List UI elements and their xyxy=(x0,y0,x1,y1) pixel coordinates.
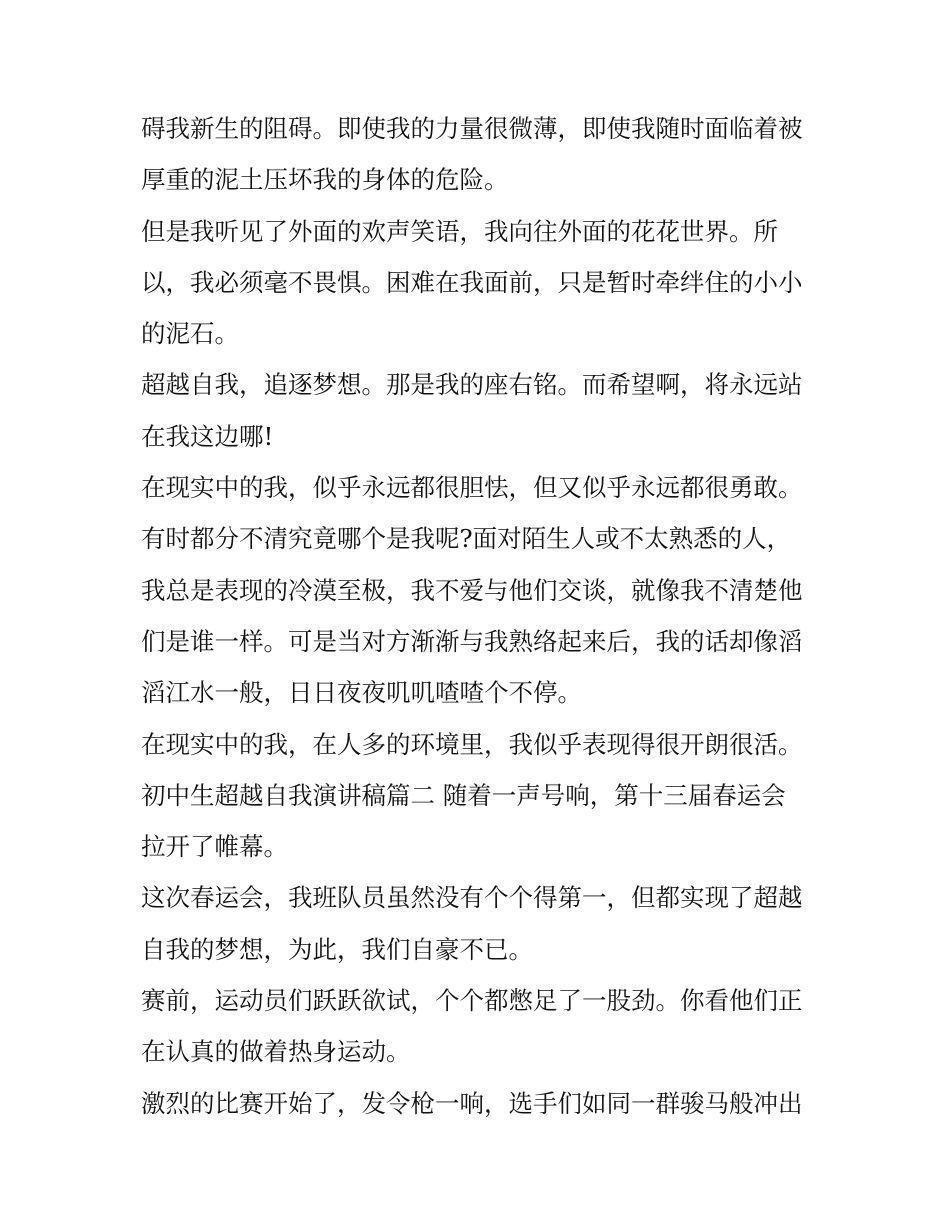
text-line: 在认真的做着热身运动。 xyxy=(141,1037,411,1067)
text-line: 赛前，运动员们跃跃欲试，个个都憋足了一股劲。你看他们正 xyxy=(141,986,803,1016)
text-line: 有时都分不清究竟哪个是我呢?面对陌生人或不太熟悉的人， xyxy=(141,524,792,554)
text-line: 自我的梦想，为此，我们自豪不已。 xyxy=(141,934,533,964)
text-line: 在我这边哪! xyxy=(141,421,274,451)
text-line: 滔江水一般，日日夜夜叽叽喳喳个不停。 xyxy=(141,678,582,708)
text-line: 以，我必须毫不畏惧。困难在我面前，只是暂时牵绊住的小小 xyxy=(141,267,803,297)
text-line: 碍我新生的阻碍。即使我的力量很微薄，即使我随时面临着被 xyxy=(141,114,803,143)
text-line: 的泥石。 xyxy=(141,319,239,349)
text-line: 们是谁一样。可是当对方渐渐与我熟络起来后，我的话却像滔 xyxy=(141,626,803,656)
text-line: 厚重的泥土压坏我的身体的危险。 xyxy=(141,165,509,195)
text-line: 拉开了帷幕。 xyxy=(141,832,288,862)
text-line: 我总是表现的冷漠至极，我不爱与他们交谈，就像我不清楚他 xyxy=(141,575,803,605)
text-line: 在现实中的我，在人多的环境里，我似乎表现得很开朗很活。 xyxy=(141,729,803,759)
text-line: 在现实中的我，似乎永远都很胆怯，但又似乎永远都很勇敢。 xyxy=(141,473,803,503)
text-line: 但是我听见了外面的欢声笑语，我向往外面的花花世界。所 xyxy=(141,216,778,246)
body-text xyxy=(141,103,821,1129)
text-line: 这次春运会，我班队员虽然没有个个得第一，但都实现了超越 xyxy=(141,883,803,913)
text-line: 激烈的比赛开始了，发令枪一响，选手们如同一群骏马般冲出 xyxy=(141,1088,803,1118)
text-line: 初中生超越自我演讲稿篇二 随着一声号响，第十三届春运会 xyxy=(141,780,786,810)
text-line: 超越自我，追逐梦想。那是我的座右铭。而希望啊，将永远站 xyxy=(141,370,803,400)
